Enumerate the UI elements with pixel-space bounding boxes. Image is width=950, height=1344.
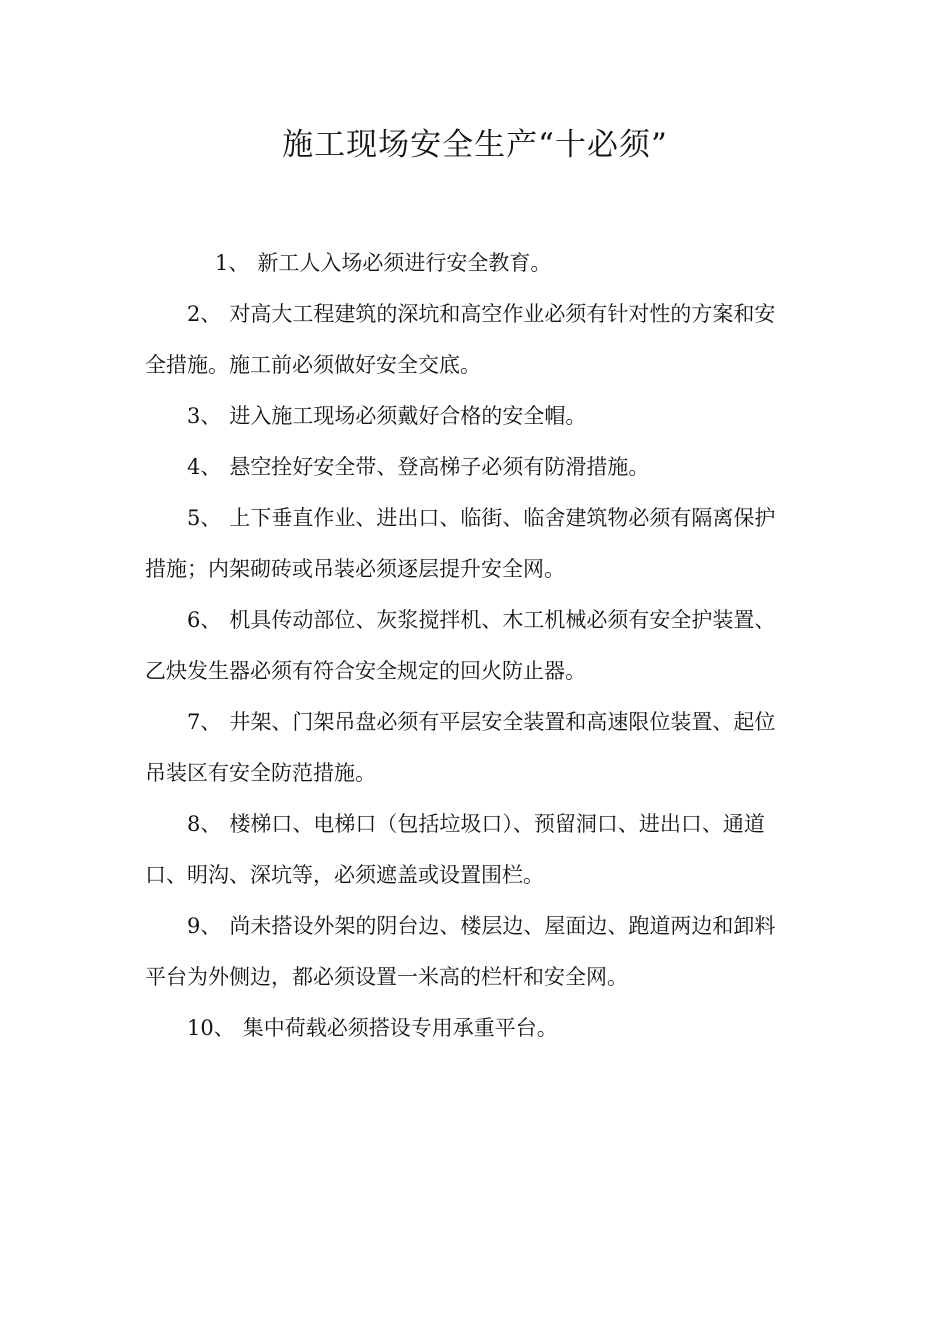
- rule-text: 集中荷载必须搭设专用承重平台。: [242, 1016, 558, 1040]
- rule-item-7: [145, 697, 795, 799]
- rule-number: 2、: [187, 302, 222, 326]
- rule-item-9: [145, 901, 795, 1003]
- rule-item-5: [145, 493, 795, 595]
- rules-list: [145, 238, 795, 1054]
- rule-number: 4、: [187, 455, 222, 479]
- rule-text: 悬空拴好安全带、登高梯子必须有防滑措施。: [229, 455, 650, 479]
- rule-text: 对高大工程建筑的深坑和高空作业必须有针对性的方案和安全措施。施工前必须做好安全交底。: [145, 302, 776, 377]
- rule-number: 8、: [187, 812, 222, 836]
- rule-number: 1、: [215, 251, 250, 275]
- rule-text: 新工人入场必须进行安全教育。: [257, 251, 552, 275]
- rule-text: 井架、门架吊盘必须有平层安全装置和高速限位装置、起位吊装区有安全防范措施。: [145, 710, 776, 785]
- rule-text: 上下垂直作业、进出口、临街、临舍建筑物必须有隔离保护措施；内架砌砖或吊装必须逐层提升安全网。: [145, 506, 776, 581]
- rule-text: 尚未搭设外架的阴台边、楼层边、屋面边、跑道两边和卸料平台为外侧边，都必须设置一米高的栏杆和安全网。: [145, 914, 776, 989]
- rule-number: 9、: [187, 914, 222, 938]
- rule-text: 进入施工现场必须戴好合格的安全帽。: [229, 404, 587, 428]
- rule-item-10: [145, 1003, 795, 1054]
- rule-number: 6、: [187, 608, 222, 632]
- rule-item-1: [145, 238, 795, 289]
- rule-number: 5、: [187, 506, 222, 530]
- rule-text: 楼梯口、电梯口（包括垃圾口）、预留洞口、进出口、通道口、明沟、深坑等，必须遮盖或设置围栏。: [145, 812, 765, 887]
- rule-item-8: [145, 799, 795, 901]
- rule-item-2: [145, 289, 795, 391]
- rule-item-3: [145, 391, 795, 442]
- rule-text: 机具传动部位、灰浆搅拌机、木工机械必须有安全护装置、乙炔发生器必须有符合安全规定的回火防止器。: [145, 608, 776, 683]
- rule-number: 3、: [187, 404, 222, 428]
- rule-item-4: [145, 442, 795, 493]
- rule-number: 10、: [187, 1016, 235, 1040]
- rule-number: 7、: [187, 710, 222, 734]
- rule-item-6: [145, 595, 795, 697]
- document-title: 施工现场安全生产“十必须”: [282, 127, 668, 163]
